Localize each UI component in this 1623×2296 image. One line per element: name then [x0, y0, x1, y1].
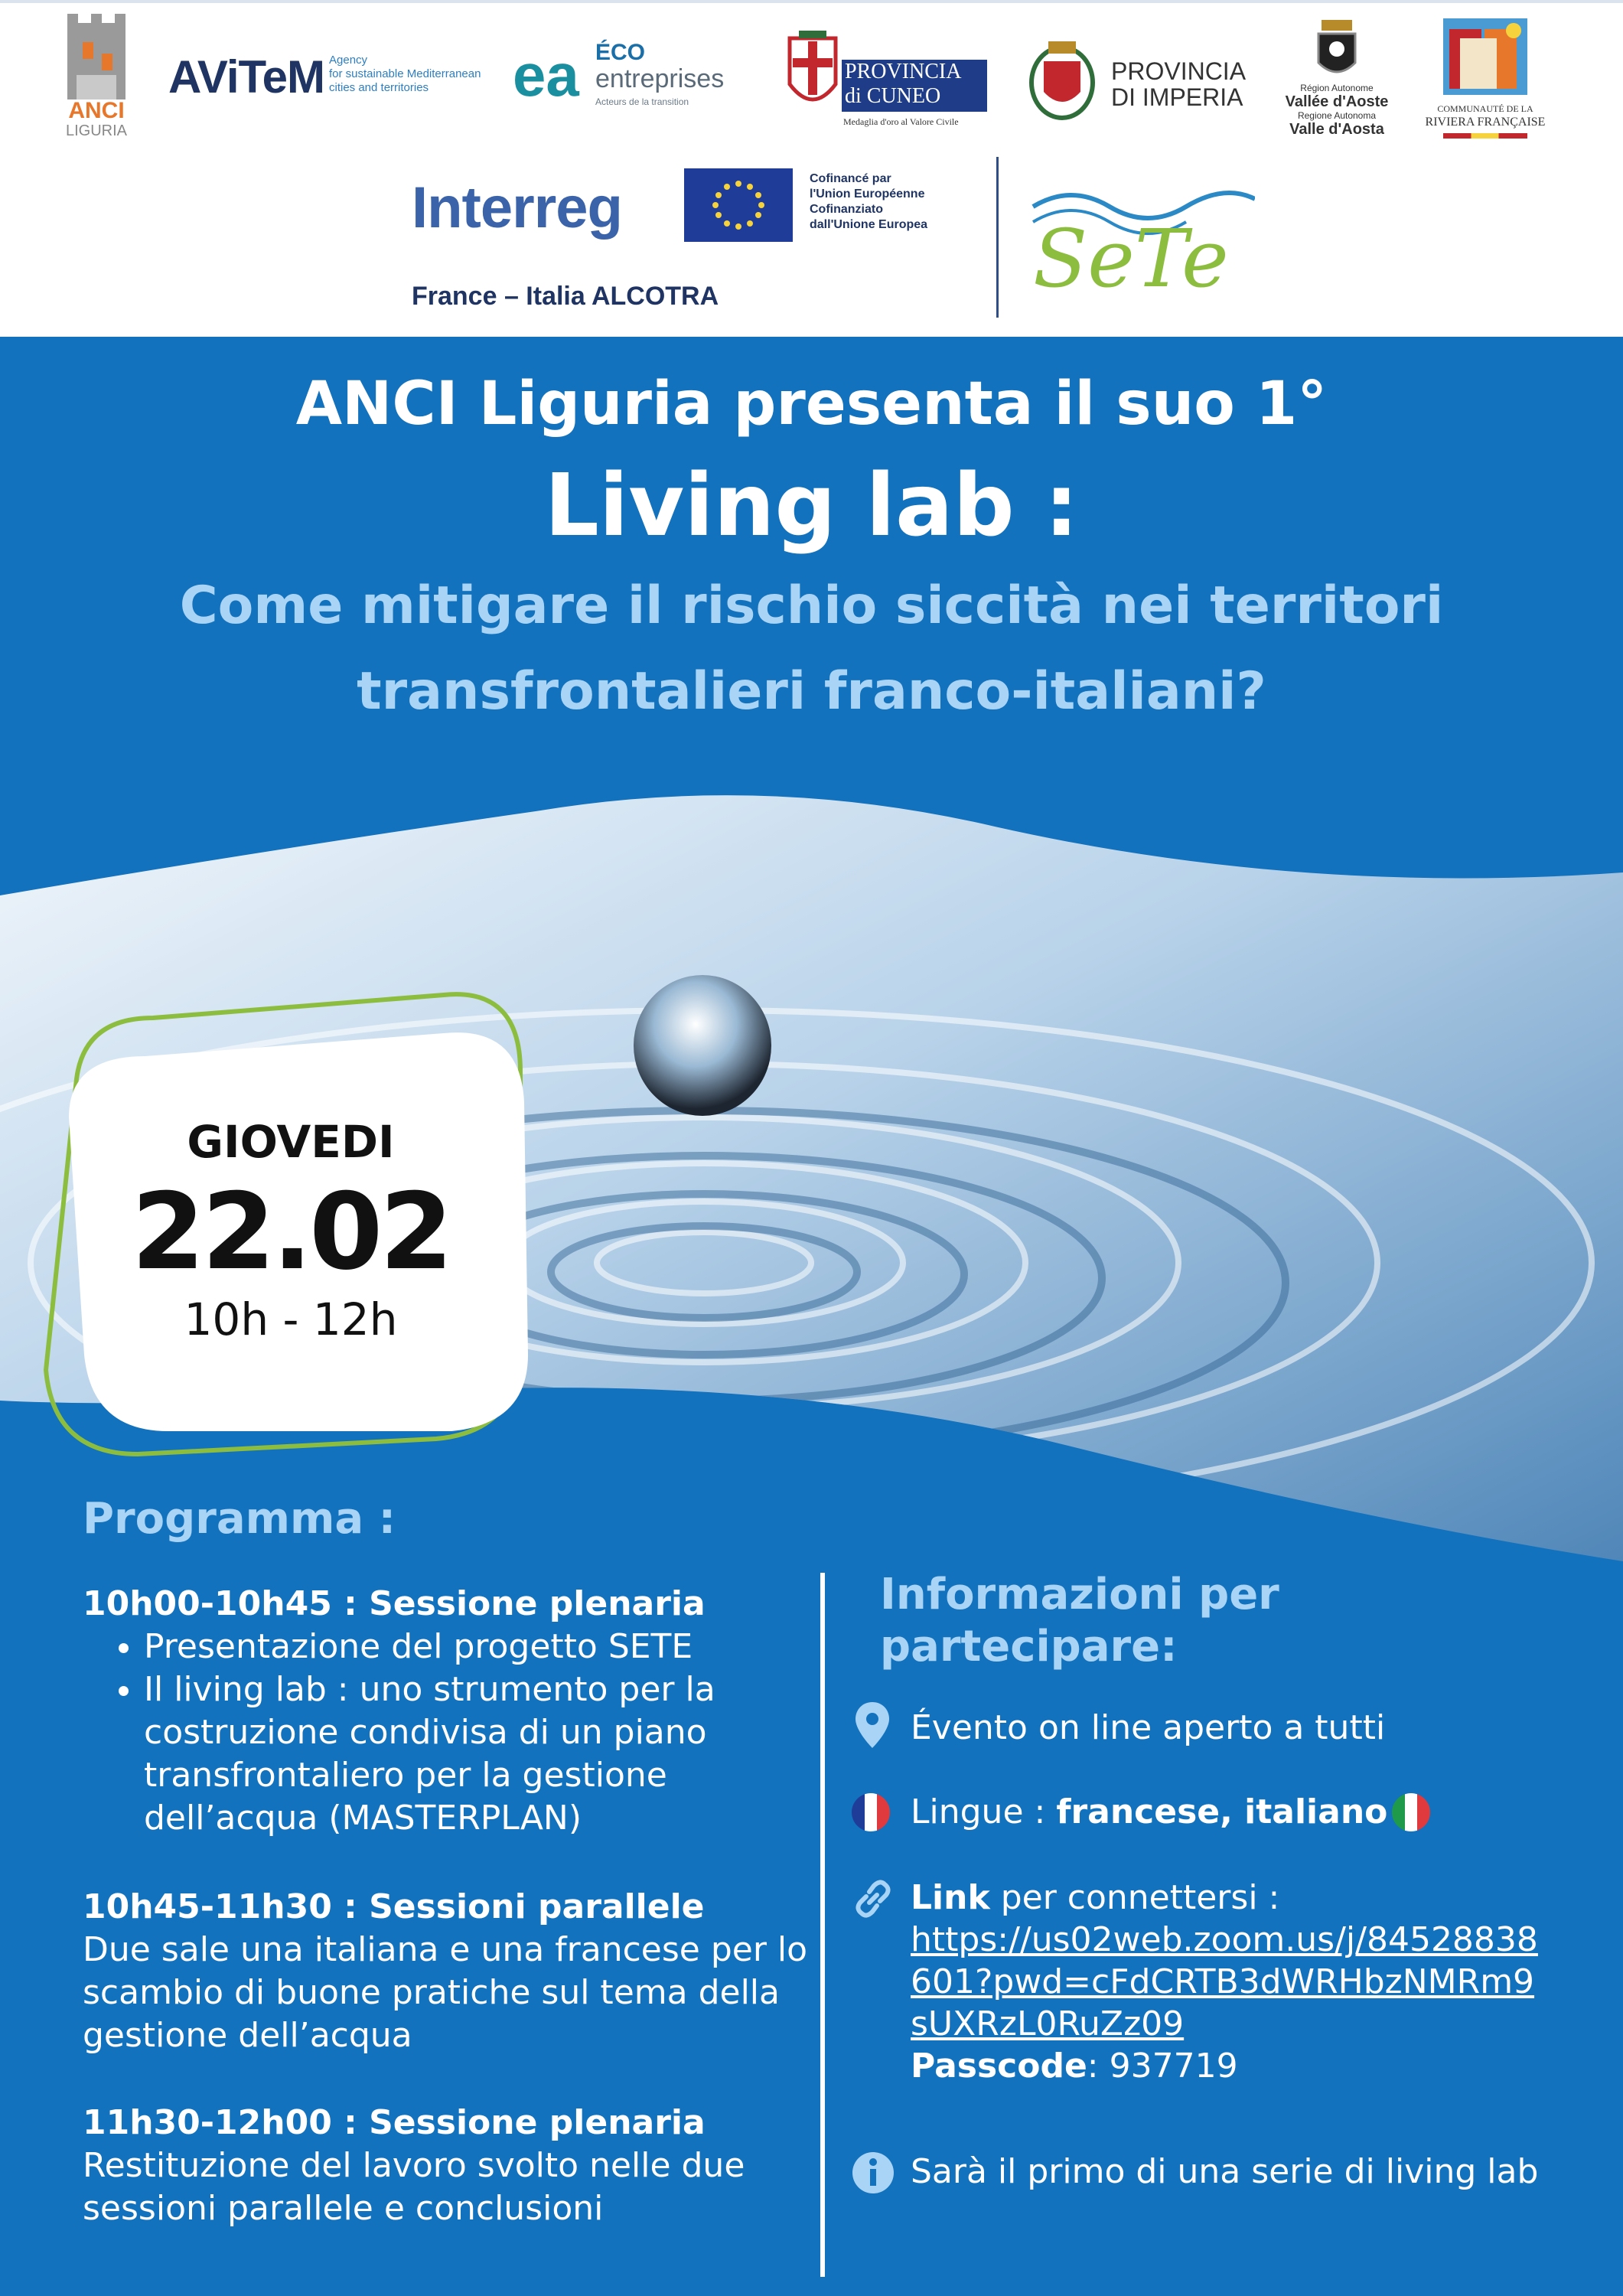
provincia-imperia-logo — [1025, 38, 1247, 122]
italy-flag-icon — [1391, 1792, 1431, 1832]
program-heading: Programma : — [83, 1494, 396, 1544]
event-time: 10h - 12h — [184, 1293, 398, 1345]
partner-header — [0, 0, 1623, 337]
hero-title: Living lab : — [544, 456, 1079, 556]
eu-flag-icon — [684, 168, 793, 242]
cuneo-crest-icon — [782, 31, 843, 122]
info-heading: Informazioni per partecipare: — [880, 1570, 1279, 1671]
link-label: Link — [911, 1878, 990, 1917]
tower-icon — [60, 8, 133, 99]
alcotra-text: France – Italia ALCOTRA — [412, 282, 719, 311]
event-date: 22.02 — [131, 1170, 451, 1293]
passcode-label: Passcode — [911, 2047, 1087, 2086]
cuneo-tagline: Medaglia d'oro al Valore Civile — [843, 116, 959, 127]
anci-liguria-logo — [60, 8, 133, 153]
imperia-crest-icon — [1025, 38, 1099, 122]
entreprises-text: entreprises — [595, 64, 725, 93]
event-mode: Évento on line aperto a tutti — [911, 1708, 1386, 1747]
anci-text: ANCI — [68, 98, 125, 123]
eco-tagline: Acteurs de la transition — [595, 96, 689, 107]
languages-row — [911, 1791, 1387, 1833]
series-note: Sarà il primo di una serie di living lab — [911, 2152, 1539, 2191]
eu-cofinance-text: Cofinancé par l'Union Européenne Cofinanziato dall'Unione Europea — [810, 172, 928, 231]
interreg-name: Interreg — [412, 175, 622, 240]
hero-line-1: ANCI Liguria presenta il suo 1° — [295, 370, 1328, 439]
riviera-emblem-icon — [1443, 18, 1527, 95]
block-1-bullets — [83, 1626, 810, 1840]
location-pin-icon — [854, 1701, 891, 1750]
header-divider — [996, 157, 999, 318]
avitem-tagline: Agency for sustainable Mediterranean cities and territories — [329, 54, 481, 94]
hero-question-line-1: Come mitigare il rischio siccità nei territori — [179, 576, 1444, 636]
avitem-logo — [168, 51, 490, 112]
link-icon — [851, 1877, 895, 1921]
france-flag-icon — [851, 1792, 891, 1832]
eco-entreprises-logo — [513, 38, 742, 115]
link-text: per connettersi : — [989, 1878, 1280, 1917]
interreg-logo — [412, 174, 963, 320]
block-3-text: Restituzione del lavoro svolto nelle due sessioni parallele e conclusioni — [83, 2146, 745, 2228]
provincia-cuneo-logo — [782, 31, 973, 130]
sete-name: SeTe — [1033, 212, 1229, 305]
bullet-item: • Il living lab : uno strumento per la costruzione condivisa di un piano transfrontaliero per la gestione dell’acqua (MASTERPLAN) — [144, 1668, 810, 1840]
top-border — [0, 0, 1623, 3]
block-1-title: 10h00-10h45 : Sessione plenaria — [83, 1584, 706, 1623]
sete-logo — [1025, 176, 1255, 314]
avitem-name: AViTeM — [168, 51, 325, 103]
eco-text: ÉCO — [595, 40, 646, 65]
water-droplet — [634, 975, 771, 1116]
info-icon — [851, 2151, 895, 2195]
languages-value: francese, italiano — [1056, 1792, 1388, 1831]
hero-question-line-2: transfrontalieri franco-italiani? — [357, 661, 1266, 722]
aosta-text: Région Autonome Vallée d'Aoste Regione Autonoma Valle d'Aosta — [1285, 83, 1389, 138]
imperia-text: PROVINCIA DI IMPERIA — [1111, 57, 1247, 111]
block-3-title: 11h30-12h00 : Sessione plenaria — [83, 2103, 706, 2142]
zoom-link[interactable]: https://us02web.zoom.us/j/84528838601?pwd=cFdCRTB3dWRHbzNMRm9sUXRzL0RuZz09 — [911, 1920, 1538, 2043]
link-block — [911, 1877, 1546, 2087]
languages-label: Lingue : — [911, 1792, 1057, 1831]
liguria-text: LIGURIA — [65, 122, 128, 139]
column-divider — [820, 1573, 825, 2277]
ea-mark: ea — [513, 41, 579, 109]
block-2-text: Due sale una italiana e una francese per lo scambio di buone pratiche sul tema della gestione dell’acqua — [83, 1930, 808, 2055]
riviera-stripe — [1443, 133, 1527, 139]
event-day: GIOVEDI — [187, 1116, 395, 1168]
program-block-3 — [83, 2102, 810, 2230]
aosta-crest-icon — [1314, 20, 1360, 81]
riviera-francaise-logo — [1420, 18, 1550, 148]
riviera-text: COMMUNAUTÉ DE LA RIVIERA FRANÇAISE — [1425, 103, 1546, 129]
bullet-item: • Presentazione del progetto SETE — [144, 1626, 810, 1668]
block-2-title: 10h45-11h30 : Sessioni parallele — [83, 1887, 705, 1926]
valle-aosta-logo — [1279, 20, 1394, 142]
program-block-2 — [83, 1886, 810, 2057]
program-block-1 — [83, 1583, 810, 1840]
cuneo-text: PROVINCIA di CUNEO — [845, 60, 962, 108]
passcode-value: : 937719 — [1087, 2047, 1238, 2086]
